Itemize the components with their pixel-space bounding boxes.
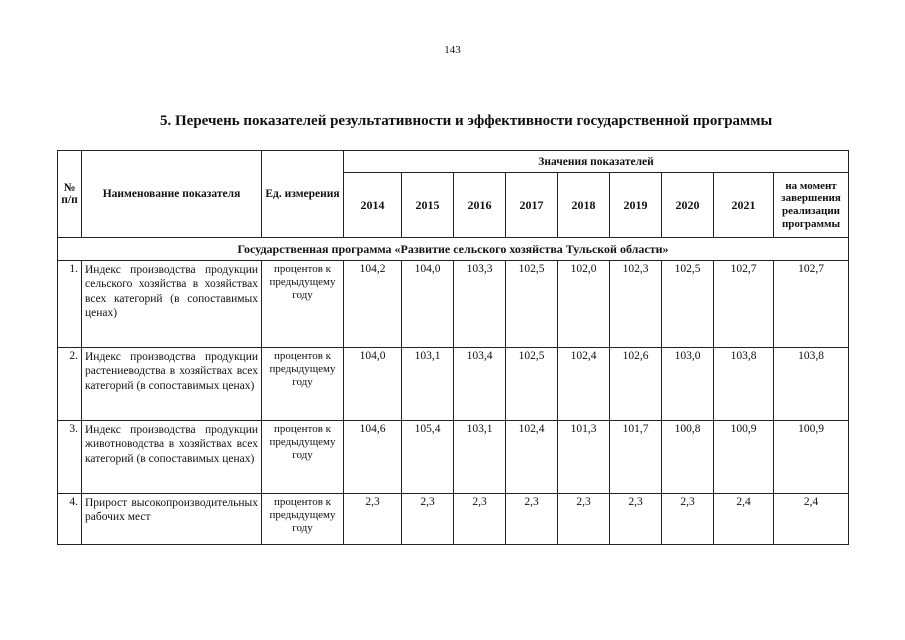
row-value: 2,3 (662, 494, 714, 545)
page-number: 143 (444, 44, 461, 56)
header-final: на момент завершения реализации программы (774, 173, 849, 238)
header-year: 2016 (454, 173, 506, 238)
row-value: 103,3 (454, 261, 506, 348)
row-value: 101,7 (610, 421, 662, 494)
table-row (58, 421, 849, 494)
row-final-value: 102,7 (774, 261, 849, 348)
header-year: 2014 (344, 173, 402, 238)
row-value: 104,2 (344, 261, 402, 348)
header-unit: Ед. измерения (262, 151, 344, 238)
row-final-value: 2,4 (774, 494, 849, 545)
row-value: 103,1 (454, 421, 506, 494)
table-row (58, 348, 849, 421)
header-year: 2021 (714, 173, 774, 238)
row-value: 103,8 (714, 348, 774, 421)
row-num: 2. (58, 348, 82, 421)
row-value: 104,0 (344, 348, 402, 421)
row-value: 2,3 (506, 494, 558, 545)
header-year: 2017 (506, 173, 558, 238)
row-value: 103,1 (402, 348, 454, 421)
row-name: Индекс производства продукции сельского хозяйства в хозяйствах всех категорий (в сопоставимых ценах) (82, 261, 262, 348)
section-title: Государственная программа «Развитие сельского хозяйства Тульской области» (58, 238, 849, 261)
row-name: Прирост высокопроизводительных рабочих мест (82, 494, 262, 545)
header-year: 2015 (402, 173, 454, 238)
table-row (58, 261, 849, 348)
row-value: 2,4 (714, 494, 774, 545)
table-row (58, 494, 849, 545)
row-value: 102,4 (558, 348, 610, 421)
row-num: 3. (58, 421, 82, 494)
header-num: № п/п (58, 151, 82, 238)
header-values-group: Значения показателей (344, 151, 849, 173)
row-value: 101,3 (558, 421, 610, 494)
row-value: 2,3 (610, 494, 662, 545)
header-year: 2020 (662, 173, 714, 238)
row-num: 4. (58, 494, 82, 545)
row-value: 104,6 (344, 421, 402, 494)
row-num: 1. (58, 261, 82, 348)
row-value: 102,5 (506, 348, 558, 421)
row-value: 102,7 (714, 261, 774, 348)
header-year: 2018 (558, 173, 610, 238)
row-value: 103,4 (454, 348, 506, 421)
row-value: 100,8 (662, 421, 714, 494)
row-value: 105,4 (402, 421, 454, 494)
row-final-value: 100,9 (774, 421, 849, 494)
row-value: 2,3 (558, 494, 610, 545)
row-value: 102,4 (506, 421, 558, 494)
row-value: 2,3 (344, 494, 402, 545)
row-name: Индекс производства продукции животноводства в хозяйствах всех категорий (в сопоставимых ценах) (82, 421, 262, 494)
indicators-table (57, 150, 849, 545)
row-value: 2,3 (402, 494, 454, 545)
row-value: 102,3 (610, 261, 662, 348)
header-year: 2019 (610, 173, 662, 238)
row-unit: процентов к предыдущему году (262, 348, 344, 421)
row-value: 104,0 (402, 261, 454, 348)
row-final-value: 103,8 (774, 348, 849, 421)
row-unit: процентов к предыдущему году (262, 494, 344, 545)
row-value: 100,9 (714, 421, 774, 494)
row-value: 102,5 (506, 261, 558, 348)
header-name: Наименование показателя (82, 151, 262, 238)
row-unit: процентов к предыдущему году (262, 421, 344, 494)
document-title: 5. Перечень показателей результативности и эффективности государственной программы (160, 113, 773, 129)
row-value: 102,0 (558, 261, 610, 348)
row-value: 102,6 (610, 348, 662, 421)
row-value: 103,0 (662, 348, 714, 421)
row-name: Индекс производства продукции растениеводства в хозяйствах всех категорий (в сопоставимых ценах) (82, 348, 262, 421)
row-unit: процентов к предыдущему году (262, 261, 344, 348)
row-value: 2,3 (454, 494, 506, 545)
row-value: 102,5 (662, 261, 714, 348)
